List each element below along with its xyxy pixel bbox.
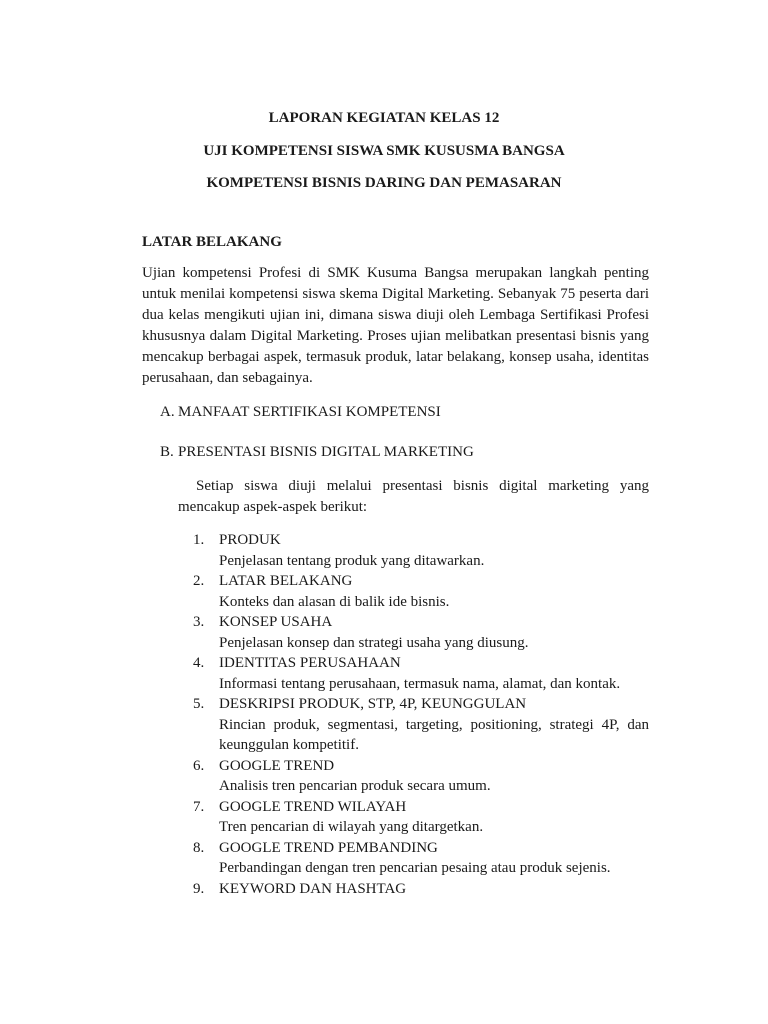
list-item-title: PRODUK <box>219 532 281 548</box>
report-title: LAPORAN KEGIATAN KELAS 12 <box>268 110 500 126</box>
list-item <box>193 756 649 797</box>
section-b-intro: Setiap siswa diuji melalui presentasi bisnis digital marketing yang mencakup aspek-aspek berikut: <box>178 478 649 515</box>
list-item-title: IDENTITAS PERUSAHAAN <box>219 655 401 671</box>
aspects-list <box>193 530 649 899</box>
background-heading: LATAR BELAKANG <box>142 234 282 250</box>
list-item-title: DESKRIPSI PRODUK, STP, 4P, KEUNGGULAN <box>219 696 527 712</box>
list-item-title: GOOGLE TREND WILAYAH <box>219 798 407 815</box>
list-item-description: Konteks dan alasan di balik ide bisnis. <box>219 593 450 610</box>
list-item-title: GOOGLE TREND PEMBANDING <box>219 839 438 856</box>
report-competency: KOMPETENSI BISNIS DARING DAN PEMASARAN <box>206 175 562 191</box>
section-b-heading <box>160 442 474 462</box>
section-b-letter: B. <box>160 444 174 460</box>
section-a-title: MANFAAT SERTIFIKASI KOMPETENSI <box>178 404 441 420</box>
list-item <box>193 694 649 756</box>
list-item-description: Analisis tren pencarian produk secara umum. <box>219 778 491 794</box>
list-item-number: 9. <box>193 880 205 897</box>
background-paragraph: Ujian kompetensi Profesi di SMK Kusuma Bangsa merupakan langkah penting untuk menilai kompetensi siswa skema Digital Marketing. Sebanyak 75 peserta dari dua kelas mengikuti ujian ini, dimana siswa diuji oleh Lembaga Sertifikasi Profesi khususnya dalam Digital Marketing. Proses ujian melibatkan presentasi bisnis yang mencakup berbagai aspek, termasuk produk, latar belakang, konsep usaha, identitas perusahaan, dan sebagainya. <box>142 265 649 386</box>
list-item <box>193 571 649 612</box>
list-item-description: Penjelasan tentang produk yang ditawarkan. <box>219 552 485 569</box>
list-item-number: 7. <box>193 798 205 815</box>
list-item-description: Perbandingan dengan tren pencarian pesaing atau produk sejenis. <box>219 860 611 876</box>
list-item <box>193 797 649 838</box>
list-item-number: 4. <box>193 655 205 671</box>
section-b-title: PRESENTASI BISNIS DIGITAL MARKETING <box>178 444 474 460</box>
list-item-description: Penjelasan konsep dan strategi usaha yang diusung. <box>219 634 529 651</box>
section-a-letter: A. <box>160 404 175 420</box>
list-item-number: 6. <box>193 757 205 774</box>
section-a-heading <box>160 402 441 422</box>
list-item <box>193 653 649 694</box>
list-item <box>193 879 649 900</box>
list-item-title: KEYWORD DAN HASHTAG <box>219 880 407 897</box>
list-item-number: 8. <box>193 839 205 856</box>
list-item-title: KONSEP USAHA <box>219 614 333 630</box>
list-item-number: 2. <box>193 573 205 589</box>
list-item-title: GOOGLE TREND <box>219 757 335 774</box>
list-item <box>193 838 649 879</box>
list-item <box>193 530 649 571</box>
list-item-title: LATAR BELAKANG <box>219 573 353 589</box>
list-item <box>193 612 649 653</box>
list-item-number: 3. <box>193 614 205 630</box>
list-item-number: 1. <box>193 532 205 548</box>
report-subtitle: UJI KOMPETENSI SISWA SMK KUSUSMA BANGSA <box>203 143 565 159</box>
list-item-description: Informasi tentang perusahaan, termasuk nama, alamat, dan kontak. <box>219 675 621 692</box>
list-item-description: Tren pencarian di wilayah yang ditargetkan. <box>219 819 484 835</box>
list-item-description: Rincian produk, segmentasi, targeting, positioning, strategi 4P, dan keunggulan kompetitif. <box>219 716 649 753</box>
list-item-number: 5. <box>193 696 205 712</box>
